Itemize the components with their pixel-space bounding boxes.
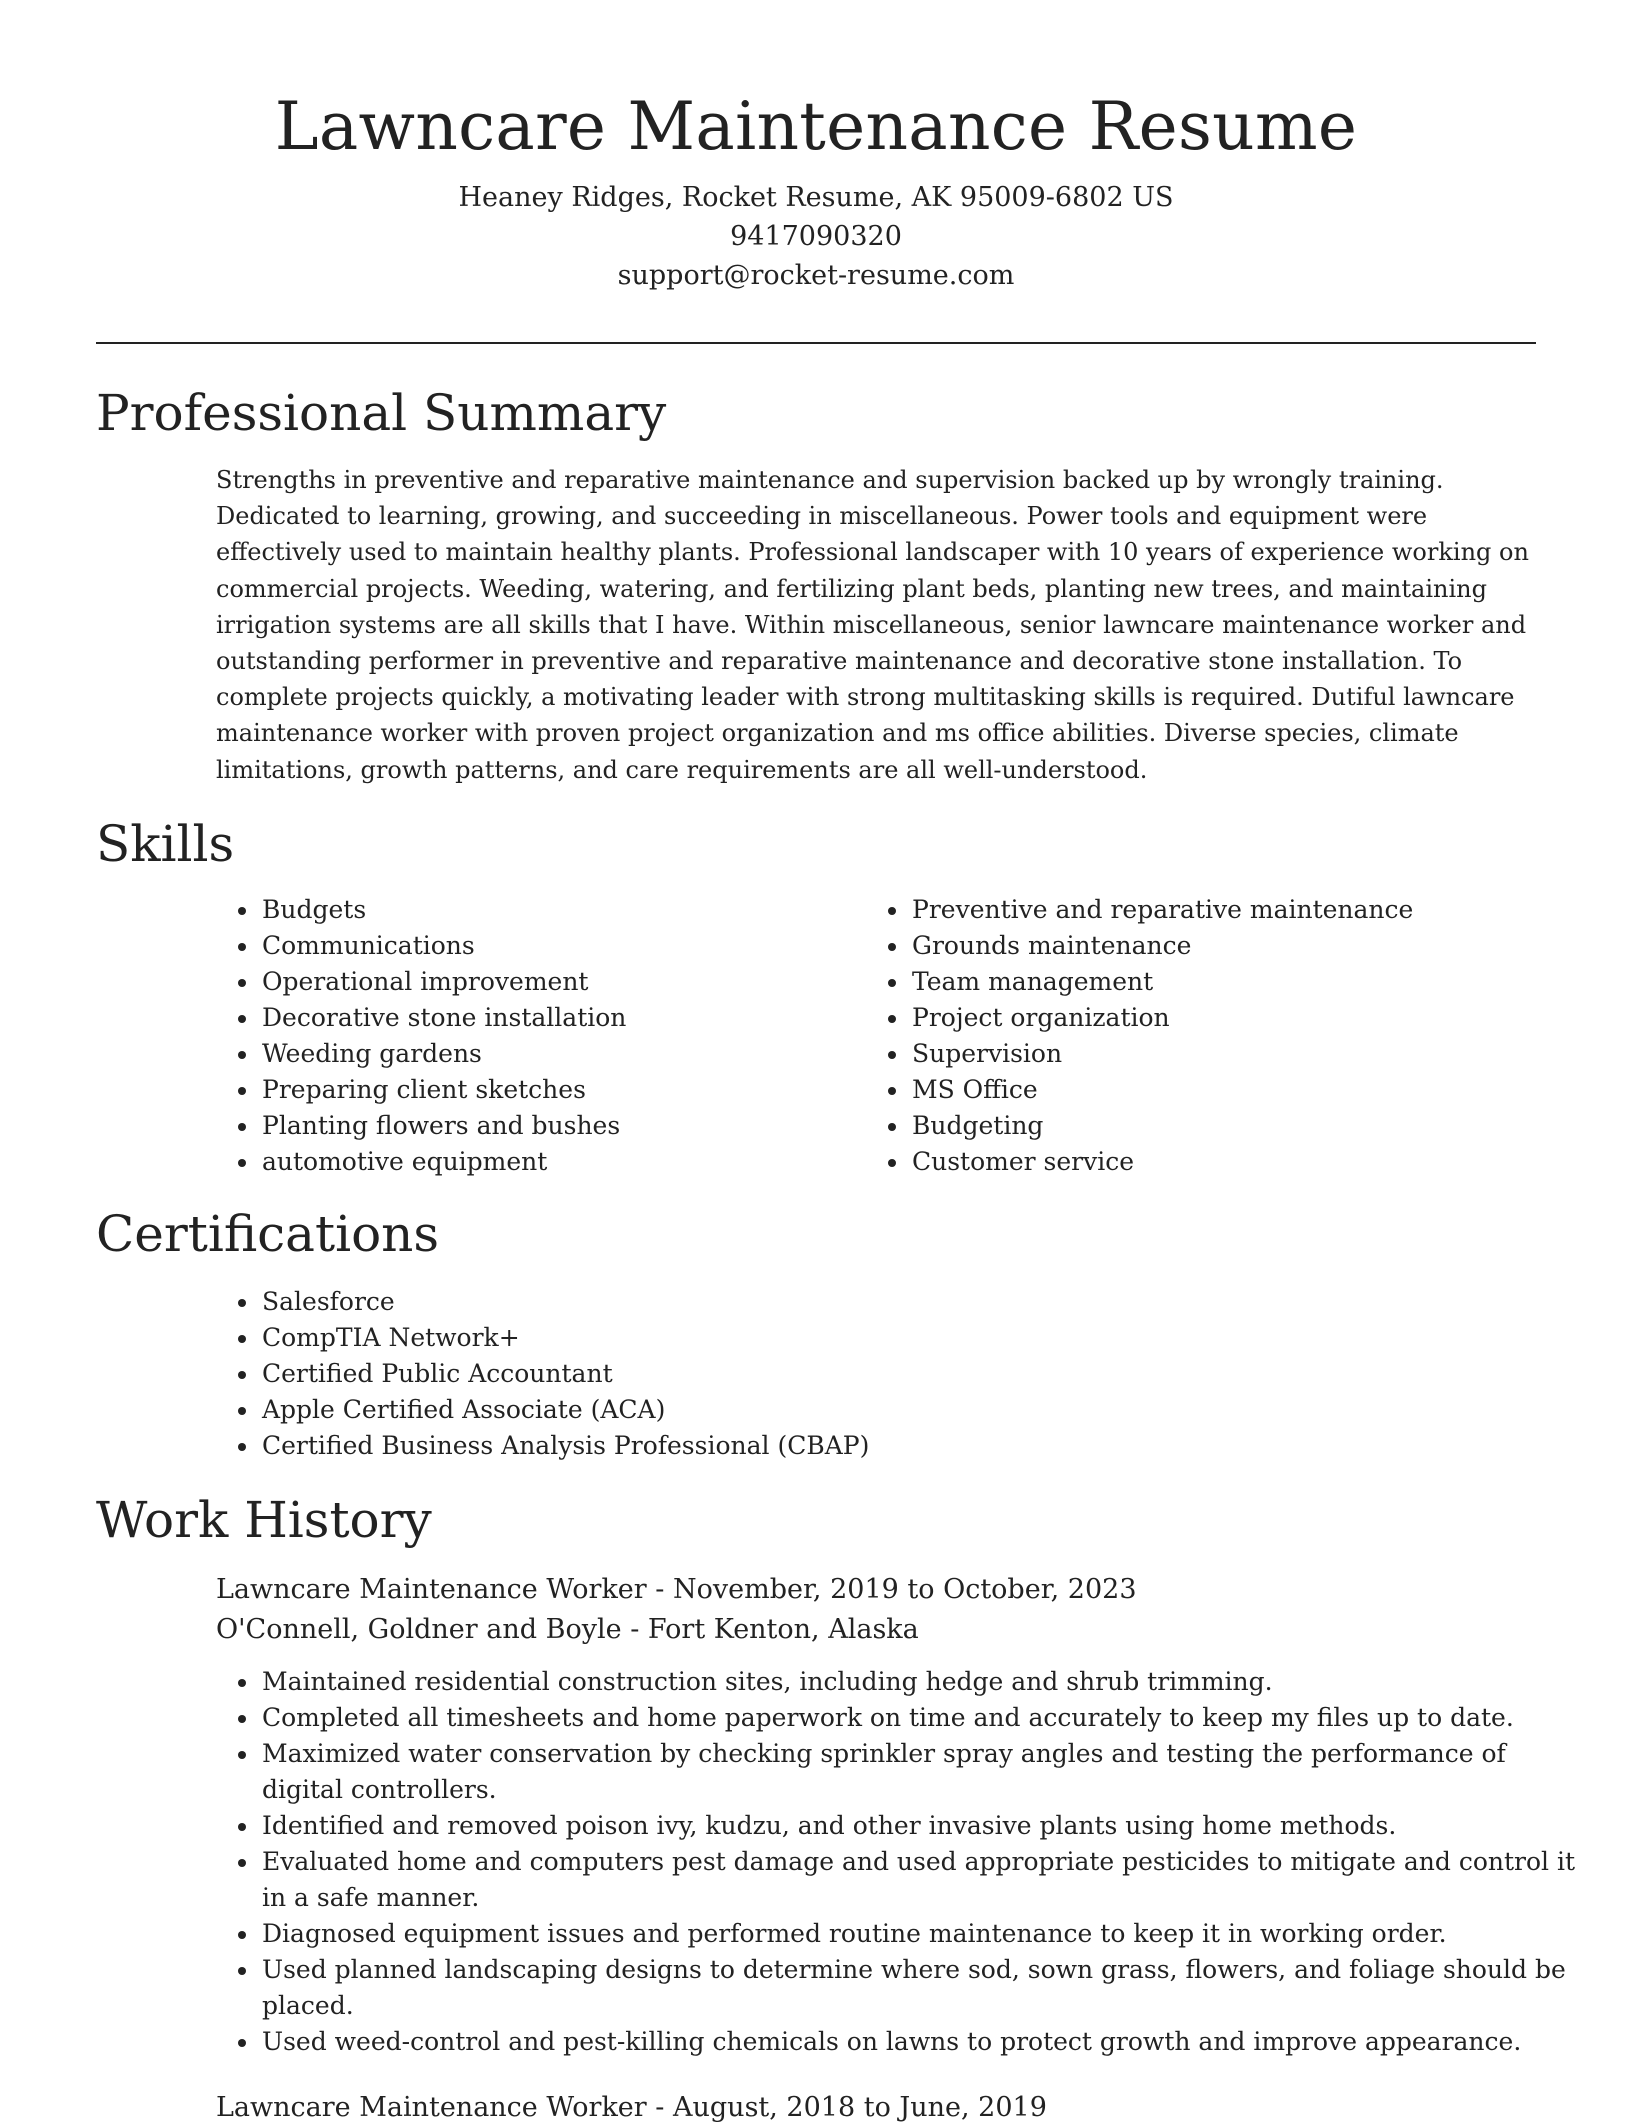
list-item: • Team management	[910, 964, 1570, 1000]
list-item: • CompTIA Network+	[260, 1320, 1580, 1356]
list-item: • Budgeting	[910, 1108, 1570, 1144]
list-item: • Customer service	[910, 1144, 1570, 1180]
job-title-line	[216, 1570, 1536, 1610]
job-duties-list	[216, 1664, 1580, 2060]
list-item: • Identified and removed poison ivy, kudzu, and other invasive plants using home methods.	[260, 1808, 1580, 1844]
list-item: • Communications	[260, 928, 820, 964]
list-item: • Evaluated home and computers pest damage and used appropriate pesticides to mitigate and control it in a safe manner.	[260, 1844, 1580, 1916]
list-item: • Certified Business Analysis Professional (CBAP)	[260, 1428, 1580, 1464]
job-location: - Fort Kenton, Alaska	[630, 1614, 919, 1645]
summary-heading: Professional Summary	[96, 384, 667, 442]
contact-phone: 9417090320	[730, 221, 902, 252]
list-item: • Operational improvement	[260, 964, 820, 1000]
list-item: • Project organization	[910, 1000, 1570, 1036]
list-item: • Diagnosed equipment issues and performed routine maintenance to keep it in working order.	[260, 1916, 1580, 1952]
certifications-heading: Certifications	[96, 1205, 440, 1263]
list-item: • Supervision	[910, 1036, 1570, 1072]
list-item: • Weeding gardens	[260, 1036, 820, 1072]
list-item: • Maximized water conservation by checking sprinkler spray angles and testing the performance of digital controllers.	[260, 1736, 1580, 1808]
summary-text: Strengths in preventive and reparative maintenance and supervision backed up by wrongly training. Dedicated to learning, growing, and succeeding in miscellaneous. Power tools and equipment were effectively used to maintain healthy plants. Professional landscaper with 10 years of experience working on commercial projects. Weeding, watering, and fertilizing plant beds, planting new trees, and maintaining irrigation systems are all skills that I have. Within miscellaneous, senior lawncare maintenance worker and outstanding performer in preventive and reparative maintenance and decorative stone installation. To complete projects quickly, a motivating leader with strong multitasking skills is required. Dutiful lawncare maintenance worker with proven project organization and ms office abilities. Diverse species, climate limitations, growth patterns, and care requirements are all well-understood.	[216, 466, 1529, 784]
list-item: • Used weed-control and pest-killing chemicals on lawns to protect growth and improve appearance.	[260, 2024, 1580, 2060]
list-item: • automotive equipment	[260, 1144, 820, 1180]
list-item: • Maintained residential construction sites, including hedge and shrub trimming.	[260, 1664, 1580, 1700]
job-role: Lawncare Maintenance Worker	[216, 1574, 647, 1605]
resume-title: Lawncare Maintenance Resume	[274, 88, 1358, 165]
list-item: • MS Office	[910, 1072, 1570, 1108]
list-item: • Planting flowers and bushes	[260, 1108, 820, 1144]
list-item: • Budgets	[260, 892, 820, 928]
certifications-list	[216, 1284, 1580, 1464]
job-title-line	[216, 2088, 1536, 2128]
skills-list-right	[866, 892, 1570, 1180]
list-item: • Certified Public Accountant	[260, 1356, 1580, 1392]
skills-heading: Skills	[96, 815, 235, 873]
list-item: • Preparing client sketches	[260, 1072, 820, 1108]
list-item: • Grounds maintenance	[910, 928, 1570, 964]
job-dates: - August, 2018 to June, 2019	[655, 2092, 1047, 2123]
list-item: • Used planned landscaping designs to determine where sod, sown grass, flowers, and foliage should be placed.	[260, 1952, 1580, 2024]
job-company-line	[216, 1610, 1536, 1650]
skills-list-left	[216, 892, 820, 1180]
list-item: • Preventive and reparative maintenance	[910, 892, 1570, 928]
work-history-heading: Work History	[96, 1491, 432, 1549]
list-item: • Apple Certified Associate (ACA)	[260, 1392, 1580, 1428]
job-role: Lawncare Maintenance Worker	[216, 2092, 647, 2123]
list-item: • Salesforce	[260, 1284, 1580, 1320]
contact-email: support@rocket-resume.com	[617, 260, 1015, 291]
contact-address: Heaney Ridges, Rocket Resume, AK 95009-6802 US	[458, 182, 1174, 213]
job-dates: - November, 2019 to October, 2023	[655, 1574, 1137, 1605]
resume-header	[96, 86, 1536, 295]
list-item: • Decorative stone installation	[260, 1000, 820, 1036]
list-item: • Completed all timesheets and home paperwork on time and accurately to keep my files up to date.	[260, 1700, 1580, 1736]
job-company: O'Connell, Goldner and Boyle	[216, 1614, 622, 1645]
header-divider	[96, 342, 1536, 344]
